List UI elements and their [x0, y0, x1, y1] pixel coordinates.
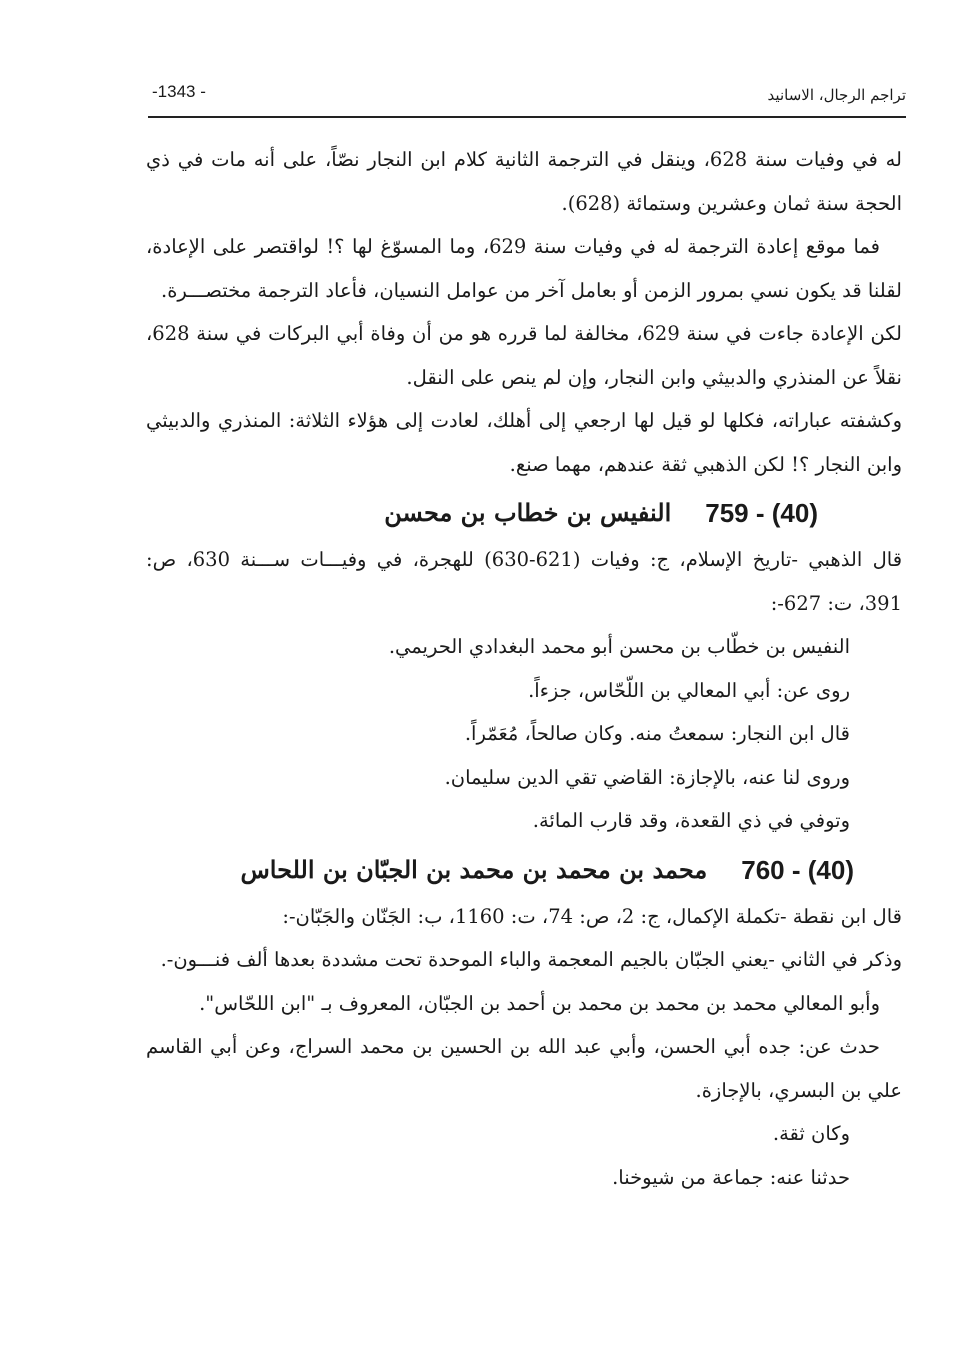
entry-line: النفيس بن خطّاب بن محسن أبو محمد البغدادي الحريمي.	[388, 635, 850, 658]
entry-line: قال ابن النجار: سمعتُ منه. وكان صالحاً، مُعَمّراً.	[464, 722, 850, 745]
entry-line: حدث عن: جده أبي الحسن، وأبي عبد الله بن الحسين بن محمد السراج، وعن أبي القاسم علي بن البسري، بالإجازة.	[146, 1035, 902, 1102]
entry-line: وكان ثقة.	[772, 1122, 850, 1145]
entry-line: حدثنا عنه: جماعة من شيوخنا.	[612, 1165, 850, 1189]
entry-note: وذكر في الثاني -يعني الجبّان بالجيم المعجمة والباء الموحدة تحت مشددة بعدها ألف فنـــون-.	[160, 948, 902, 971]
paragraph: لكن الإعادة جاءت في سنة 629، مخالفة لما قرره هو من أن وفاة أبي البركات في سنة 628، نقلاً عن المنذري والدبيثي وابن النجار، وإن لم ينص على النقل.	[146, 322, 902, 389]
entry-number: 759 - (40)	[705, 498, 818, 528]
page-number: -1343 -	[152, 82, 206, 101]
entry-heading-760	[146, 845, 902, 895]
entry-heading-759	[146, 488, 902, 538]
entry-source: قال الذهبي -تاريخ الإسلام، ج: وفيات (621-630) للهجرة، في وفيـــات ســـنة 630، ص: 391، ت: 627-:	[146, 548, 903, 615]
page-body	[146, 138, 902, 1199]
paragraph: فما موقع إعادة الترجمة له في وفيات سنة 629، وما المسوّغ لها ؟! لواقتصر على الإعادة، لقلنا قد يكون نسي بمرور الزمن أو بعامل آخر من عوامل النسيان، فأعاد الترجمة مختصـــرة.	[146, 235, 902, 302]
entry-line: روى عن: أبي المعالي بن اللّحّاس، جزءاً.	[528, 678, 850, 702]
paragraph: وكشفته عباراته، فكلها لو قيل لها ارجعي إلى أهلك، لعادت إلى هؤلاء الثلاثة: المنذري والدبيثي وابن النجار ؟! لكن الذهبي ثقة عندهم، مهما صنع.	[146, 409, 902, 476]
page-header	[148, 78, 906, 118]
entry-line: وتوفي في ذي القعدة، وقد قارب المائة.	[532, 809, 850, 832]
entry-name: النفيس بن خطاب بن محسن	[384, 498, 672, 527]
entry-line: وروى لنا عنه، بالإجازة: القاضي تقي الدين سليمان.	[444, 765, 850, 789]
entry-number: 760 - (40)	[741, 854, 854, 885]
entry-line: وأبو المعالي محمد بن محمد بن محمد بن أحمد بن الجبّان، المعروف بـ "ابن اللحّاس".	[199, 991, 880, 1015]
entry-name: محمد بن محمد بن محمد بن الجبّان بن اللحاس	[240, 854, 708, 884]
paragraph: له في وفيات سنة 628، وينقل في الترجمة الثانية كلام ابن النجار نصّاً، على أنه مات في ذي الحجة سنة ثمان وعشرين وستمائة (628).	[146, 148, 902, 215]
running-title: تراجم الرجال، الاسانيد	[767, 86, 906, 104]
entry-source: قال ابن نقطة -تكملة الإكمال، ج: 2، ص: 74، ت: 1160، ب: الجَنّان والجَبّان-:	[282, 904, 902, 928]
